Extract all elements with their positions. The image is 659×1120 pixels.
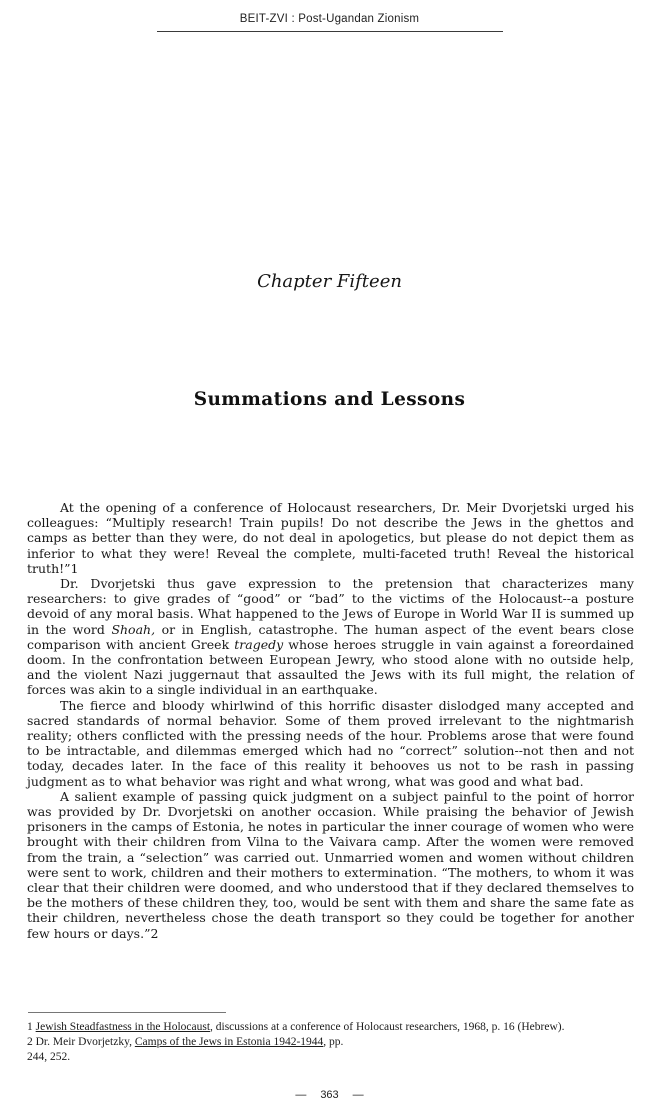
page-number-footer [0,1089,659,1101]
footnotes [27,1020,639,1065]
footnote-1: 1 Jewish Steadfastness in the Holocaust, discussions at a conference of Holocaust researchers, 1968, p. 16 (Hebrew). [27,1021,565,1033]
paragraph-1: At the opening of a conference of Holocaust researchers, Dr. Meir Dvorjetski urged his colleagues: “Multiply research! Train pupils! Do not describe the Jews in the ghettos and camps as better than they were, do not deal in apologetics, but please do not depict them as inferior to what they were! Reveal the complete, multi-faceted truth! Reveal the historical truth!”1 [27,500,634,576]
footer-right-dash: — [352,1089,364,1101]
footer-left-dash: — [295,1089,307,1101]
section-title: Summations and Lessons [193,389,466,410]
paragraph-4: A salient example of passing quick judgment on a subject painful to the point of horror was provided by Dr. Dvorjetski on another occasion. While praising the behavior of Jewish prisoners in the camps of Estonia, he notes in particular the inner courage of women who were brought with their children from Vilna to the Vaivara camp. After the women were removed from the train, a “selection” was carried out. Unmarried women and women without children were sent to work, children and their mothers to extermination. “The mothers, to whom it was clear that their children were doomed, and who understood that if they declared themselves to be the mothers of these children they, too, would be sent with them and share the same fate as their children, nevertheless chose the death transport so they could be together for another few hours or days.”2 [27,788,634,941]
paragraph-2: Dr. Dvorjetski thus gave expression to the pretension that characterizes many researchers: to give grades of “good” or “bad” to the victims of the Holocaust--a posture devoid of any moral basis. What happened to the Jews of Europe in World War II is summed up in the word Shoah, or in English, catastrophe. The human aspect of the event bears close comparison with ancient Greek tragedy whose heroes struggle in vain against a foreordained doom. In the confrontation between European Jewry, who stood alone with no outside help, and the violent Nazi juggernaut that assaulted the Jews with its full might, the relation of forces was akin to a single individual in an earthquake. [27,576,635,698]
chapter-title: Chapter Fifteen [257,271,402,292]
body-text [27,500,634,941]
header-rule [157,31,503,32]
footnote-separator [28,1012,226,1013]
footnote-2-continuation: 244, 252. [27,1051,71,1063]
page-number: 363 [320,1089,339,1101]
footnote-2: 2 Dr. Meir Dvorjetzky, Camps of the Jews in Estonia 1942-1944, pp. [27,1036,344,1048]
paragraph-3: The fierce and bloody whirlwind of this horrific disaster dislodged many accepted and sacred standards of normal behavior. Some of them proved irrelevant to the nightmarish reality; others conflicted with the pressing needs of the hour. Problems arose that were found to be intractable, and dilemmas emerged which had no “correct” solution--not then and not today, decades later. In the face of this reality it behooves us not to be rash in passing judgment as to what behavior was right and what wrong, what was good and what bad. [27,697,634,789]
running-header [0,13,659,25]
running-header-text: BEIT-ZVI : Post-Ugandan Zionism [239,13,420,25]
